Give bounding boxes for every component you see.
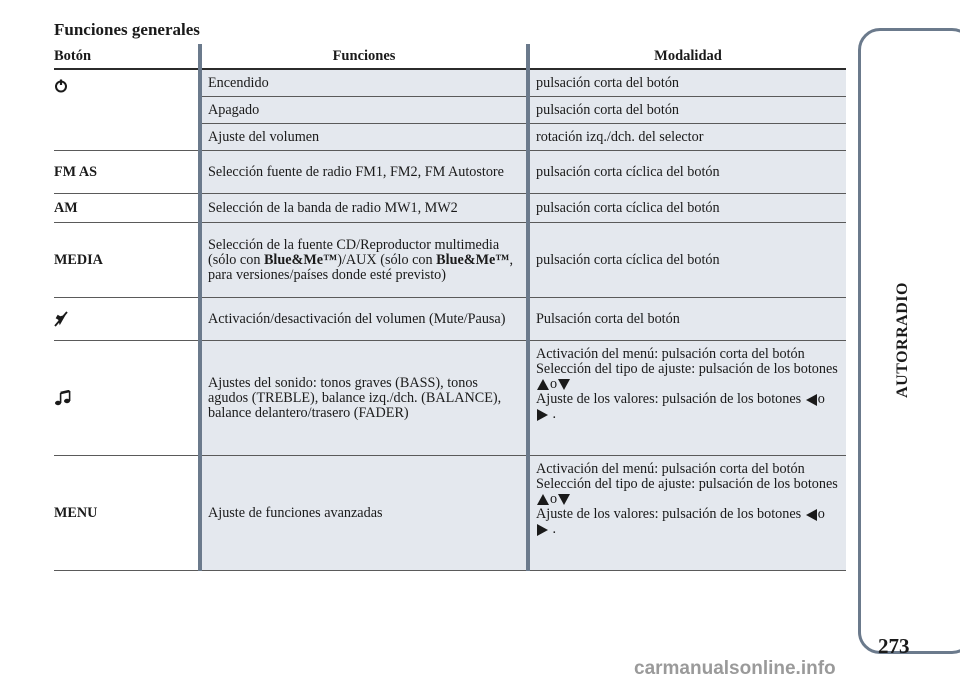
mode-line: [536, 362, 840, 392]
arrow-down-icon: [558, 494, 570, 505]
arrow-right-icon: [537, 524, 548, 536]
mode-text: o: [550, 491, 558, 507]
mode-text: Ajuste de los valores: pulsación de los botones: [536, 391, 802, 407]
arrow-left-icon: [806, 394, 817, 406]
table-row: [54, 97, 846, 124]
page-number: 273: [878, 634, 910, 658]
button-cell: [54, 341, 200, 456]
table-row: [54, 124, 846, 151]
mode-cell: pulsación corta cíclica del botón: [528, 194, 846, 223]
mode-text: .: [552, 521, 557, 537]
button-cell: [54, 69, 200, 97]
watermark: carmanualsonline.info: [634, 658, 836, 679]
mode-line: [536, 477, 840, 507]
function-cell: Ajuste de funciones avanzadas: [200, 456, 528, 571]
mode-line: Activación del menú: pulsación corta del botón: [536, 461, 805, 477]
function-cell: Ajuste del volumen: [200, 124, 528, 151]
mode-cell: rotación izq./dch. del selector: [528, 124, 846, 151]
function-cell: Selección fuente de radio FM1, FM2, FM Autostore: [200, 151, 528, 194]
function-text: , para versiones/países donde esté previsto): [208, 251, 514, 283]
brand-text: Blue&Me™: [436, 251, 510, 268]
arrow-right-icon: [537, 409, 548, 421]
button-cell: MEDIA: [54, 223, 200, 298]
table-row: [54, 151, 846, 194]
button-cell: [54, 124, 200, 151]
power-icon: [54, 79, 68, 93]
mode-cell: pulsación corta cíclica del botón: [528, 223, 846, 298]
mode-text: Selección del tipo de ajuste: pulsación de los botones: [536, 476, 838, 492]
mode-text: o: [817, 391, 825, 407]
mode-cell: pulsación corta del botón: [528, 69, 846, 97]
function-cell: Activación/desactivación del volumen (Mute/Pausa): [200, 298, 528, 341]
mode-cell: pulsación corta del botón: [528, 97, 846, 124]
header-button: Botón: [54, 44, 200, 69]
mode-text: o: [550, 376, 558, 392]
function-cell: [200, 223, 528, 298]
arrow-up-icon: [537, 494, 549, 505]
table-row: [54, 69, 846, 97]
function-cell: Apagado: [200, 97, 528, 124]
mode-text: .: [552, 406, 557, 422]
mode-cell: pulsación corta cíclica del botón: [528, 151, 846, 194]
function-text: )/AUX (sólo con: [337, 251, 437, 268]
table-row: [54, 223, 846, 298]
mode-cell: [528, 456, 846, 571]
button-cell: MENU: [54, 456, 200, 571]
arrow-down-icon: [558, 379, 570, 390]
function-text: Selección de la fuente CD/Reproductor multimedia (sólo con: [208, 236, 500, 268]
button-cell: [54, 97, 200, 124]
header-functions: Funciones: [200, 44, 528, 69]
mode-cell: Pulsación corta del botón: [528, 298, 846, 341]
arrow-left-icon: [806, 509, 817, 521]
mode-text: o: [817, 506, 825, 522]
mode-line: Activación del menú: pulsación corta del botón: [536, 346, 805, 362]
functions-table: [54, 44, 846, 571]
table-header-row: [54, 44, 846, 69]
function-cell: Selección de la banda de radio MW1, MW2: [200, 194, 528, 223]
music-note-icon: [54, 390, 72, 406]
table-row: [54, 194, 846, 223]
header-mode: Modalidad: [528, 44, 846, 69]
mode-text: Ajuste de los valores: pulsación de los botones: [536, 506, 802, 522]
mute-icon: [54, 311, 68, 327]
button-cell: AM: [54, 194, 200, 223]
button-cell: FM AS: [54, 151, 200, 194]
function-cell: Encendido: [200, 69, 528, 97]
mode-line: [536, 507, 840, 537]
chapter-tab-label: AUTORRADIO: [894, 282, 911, 398]
function-cell: Ajustes del sonido: tonos graves (BASS), tonos agudos (TREBLE), balance izq./dch. (BALANCE), balance delantero/trasero (FADER): [200, 341, 528, 456]
mode-text: Selección del tipo de ajuste: pulsación de los botones: [536, 361, 838, 377]
mode-line: [536, 392, 840, 422]
section-title: Funciones generales: [54, 20, 200, 39]
button-cell: [54, 298, 200, 341]
table-row: [54, 341, 846, 456]
brand-text: Blue&Me™: [263, 251, 338, 268]
table-row: [54, 456, 846, 571]
mode-cell: [528, 341, 846, 456]
arrow-up-icon: [537, 379, 549, 390]
table-row: [54, 298, 846, 341]
